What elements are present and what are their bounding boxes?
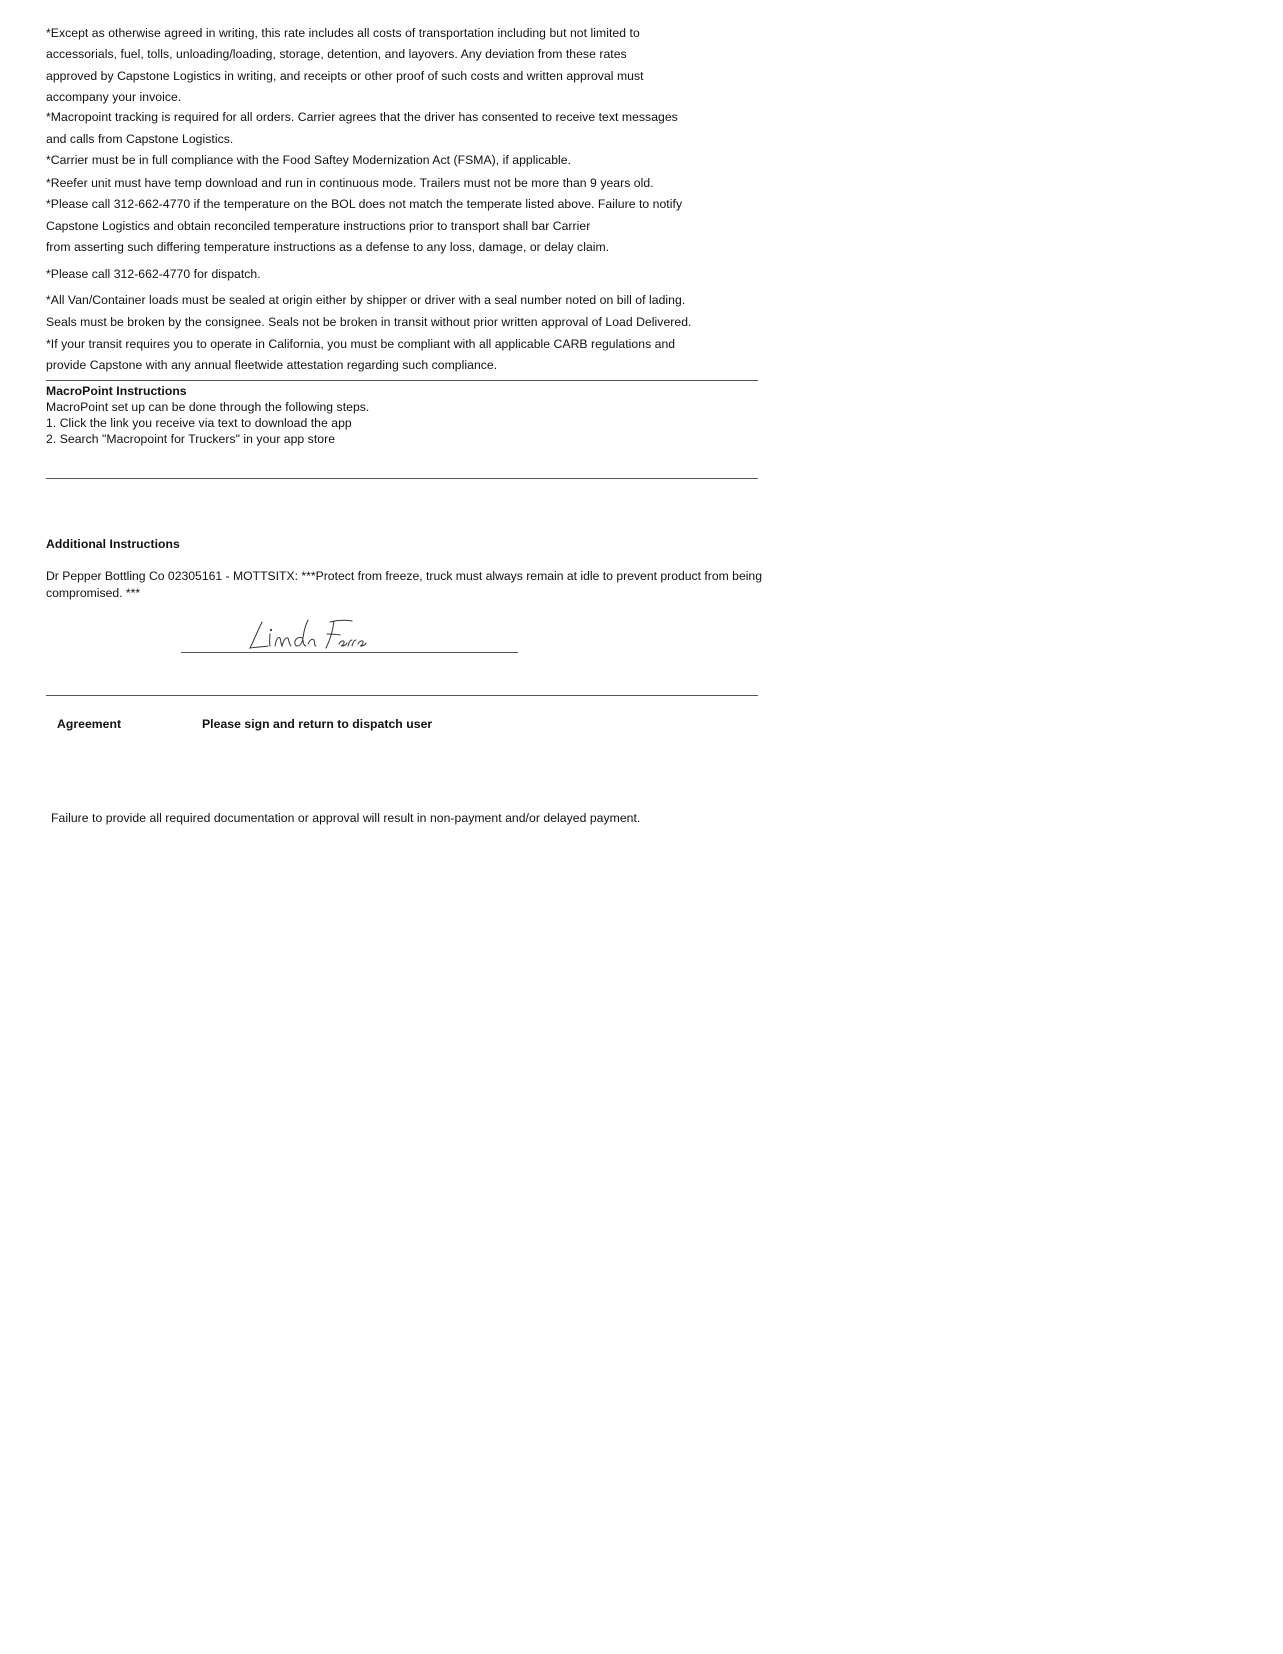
additional-instructions-heading: Additional Instructions xyxy=(46,537,180,551)
terms-line-16: provide Capstone with any annual fleetwide attestation regarding such compliance. xyxy=(46,358,498,372)
agreement-instruction: Please sign and return to dispatch user xyxy=(202,717,433,731)
terms-line-7: *Carrier must be in full compliance with the Food Saftey Modernization Act (FSMA), if applicable. xyxy=(46,153,572,167)
divider-rule-3 xyxy=(46,695,758,696)
terms-line-3: approved by Capstone Logistics in writing, and receipts or other proof of such costs and written approval must xyxy=(46,69,644,83)
terms-line-8: *Reefer unit must have temp download and run in continuous mode. Trailers must not be more than 9 years old. xyxy=(46,176,654,190)
divider-rule-2 xyxy=(46,478,758,479)
terms-line-14: Seals must be broken by the consignee. Seals not be broken in transit without prior written approval of Load Delivered. xyxy=(46,315,692,329)
footer-notice: Failure to provide all required documentation or approval will result in non-payment and/or delayed payment. xyxy=(51,811,641,825)
terms-line-11: from asserting such differing temperature instructions as a defense to any loss, damage, or delay claim. xyxy=(46,240,610,254)
terms-line-15: *If your transit requires you to operate in California, you must be compliant with all applicable CARB regulations and xyxy=(46,337,676,351)
terms-line-5: *Macropoint tracking is required for all orders. Carrier agrees that the driver has consented to receive text messages xyxy=(46,110,678,124)
signature-line xyxy=(181,652,518,653)
terms-line-12: *Please call 312-662-4770 for dispatch. xyxy=(46,267,261,281)
additional-instructions-text: Dr Pepper Bottling Co 02305161 - MOTTSITX: ***Protect from freeze, truck must always remain at idle to prevent product from being compromised. *** xyxy=(46,569,762,600)
agreement-label: Agreement xyxy=(57,717,122,731)
signature-image xyxy=(248,618,368,652)
terms-line-13: *All Van/Container loads must be sealed at origin either by shipper or driver with a seal number noted on bill of lading. xyxy=(46,293,686,307)
macropoint-step-2: 2. Search "Macropoint for Truckers" in your app store xyxy=(46,432,336,446)
terms-line-1: *Except as otherwise agreed in writing, this rate includes all costs of transportation including but not limited to xyxy=(46,26,640,40)
divider-rule-1 xyxy=(46,380,758,381)
terms-line-9: *Please call 312-662-4770 if the temperature on the BOL does not match the temperate listed above. Failure to notify xyxy=(46,197,683,211)
terms-line-6: and calls from Capstone Logistics. xyxy=(46,132,234,146)
macropoint-heading: MacroPoint Instructions xyxy=(46,384,187,398)
terms-line-10: Capstone Logistics and obtain reconciled temperature instructions prior to transport shall bar Carrier xyxy=(46,219,591,233)
macropoint-step-1: 1. Click the link you receive via text to download the app xyxy=(46,416,352,430)
terms-line-4: accompany your invoice. xyxy=(46,90,182,104)
terms-line-2: accessorials, fuel, tolls, unloading/loading, storage, detention, and layovers. Any deviation from these rates xyxy=(46,47,627,61)
macropoint-intro: MacroPoint set up can be done through the following steps. xyxy=(46,400,370,414)
